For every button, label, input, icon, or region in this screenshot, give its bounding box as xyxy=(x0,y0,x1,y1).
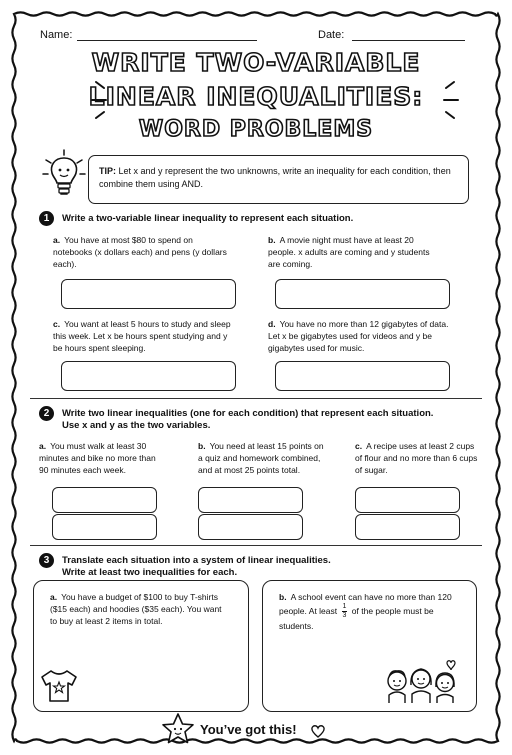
section-3-number: 3 xyxy=(39,553,54,568)
answer-box-1d[interactable] xyxy=(275,361,450,391)
smiling-star-icon xyxy=(160,711,196,747)
tip-box xyxy=(88,155,469,204)
answer-box-2c-1[interactable] xyxy=(355,487,460,513)
tip-text xyxy=(99,165,459,191)
name-field[interactable] xyxy=(77,40,257,41)
tshirt-icon xyxy=(38,667,80,705)
section-2-title: Write two linear inequalities (one for each condition) that represent each situation. xyxy=(62,408,434,419)
fraction-one-third: $\frac{1}{3}$ xyxy=(342,603,347,619)
answer-box-2b-1[interactable] xyxy=(198,487,303,513)
tip-label: TIP: xyxy=(99,166,116,176)
answer-box-1a[interactable] xyxy=(61,279,236,309)
question-1b: b. A movie night must have at least 20 people. x adults are coming and y students are coming. xyxy=(268,235,430,269)
question-2b: b. You need at least 15 points on a quiz and homework combined, and at most 25 points total. xyxy=(198,441,324,475)
answer-box-2a-1[interactable] xyxy=(52,487,157,513)
question-1d: d. You have no more than 12 gigabytes of data. Let x be gigabytes used for videos and y be gigabytes used for music. xyxy=(268,319,449,353)
question-1c: c. You want at least 5 hours to study and sleep this week. Let x be hours spent studying and y be hours spent sleeping. xyxy=(53,319,231,353)
answer-panel-3b[interactable] xyxy=(262,580,477,712)
question-1a: a. You have at most $80 to spend on notebooks (x dollars each) and pens (y dollars each). xyxy=(53,235,227,269)
answer-box-1b[interactable] xyxy=(275,279,450,309)
title-line-3: WORD PROBLEMS xyxy=(138,117,374,142)
encouragement-text: You’ve got this! xyxy=(200,722,297,737)
sparkle-lines-right-icon xyxy=(442,76,482,124)
section-1-number: 1 xyxy=(39,211,54,226)
section-2-subtitle: Use x and y as the two variables. xyxy=(62,420,211,431)
section-divider-2 xyxy=(30,545,482,546)
date-field[interactable] xyxy=(352,40,465,41)
name-label: Name: xyxy=(40,29,73,41)
question-3b: b. A school event can have no more than 120 people. At least $\frac{1}{3}$ of the people must be students. xyxy=(279,592,452,631)
sparkle-lines-left-icon xyxy=(68,76,108,124)
section-2-number: 2 xyxy=(39,406,54,421)
question-2a: a. You must walk at least 30 minutes and bike no more than 90 minutes each week. xyxy=(39,441,156,475)
section-1-title: Write a two-variable linear inequality to represent each situation. xyxy=(62,213,354,224)
lightbulb-icon xyxy=(40,148,88,200)
section-3-subtitle: Write at least two inequalities for each. xyxy=(62,567,238,578)
question-2c: c. A recipe uses at least 2 cups of flour and no more than 6 cups of sugar. xyxy=(355,441,478,475)
date-label: Date: xyxy=(318,29,345,41)
answer-box-2a-2[interactable] xyxy=(52,514,157,540)
title-line-2: LINEAR INEQUALITIES: xyxy=(88,82,424,111)
answer-panel-3a[interactable] xyxy=(33,580,249,712)
tip-body: Let x and y represent the two unknowns, write an inequality for each condition, then combine them using AND. xyxy=(99,166,451,189)
kids-group-icon xyxy=(381,657,465,705)
answer-box-2c-2[interactable] xyxy=(355,514,460,540)
answer-box-2b-2[interactable] xyxy=(198,514,303,540)
section-divider-1 xyxy=(30,398,482,399)
answer-box-1c[interactable] xyxy=(61,361,236,391)
heart-icon xyxy=(310,724,326,738)
section-3-title: Translate each situation into a system of linear inequalities. xyxy=(62,555,331,566)
title-line-1: WRITE TWO-VARIABLE xyxy=(91,48,421,77)
question-3a: a. You have a budget of $100 to buy T-shirts ($15 each) and hoodies ($35 each). You want to buy at least 2 items in total. xyxy=(50,592,222,626)
